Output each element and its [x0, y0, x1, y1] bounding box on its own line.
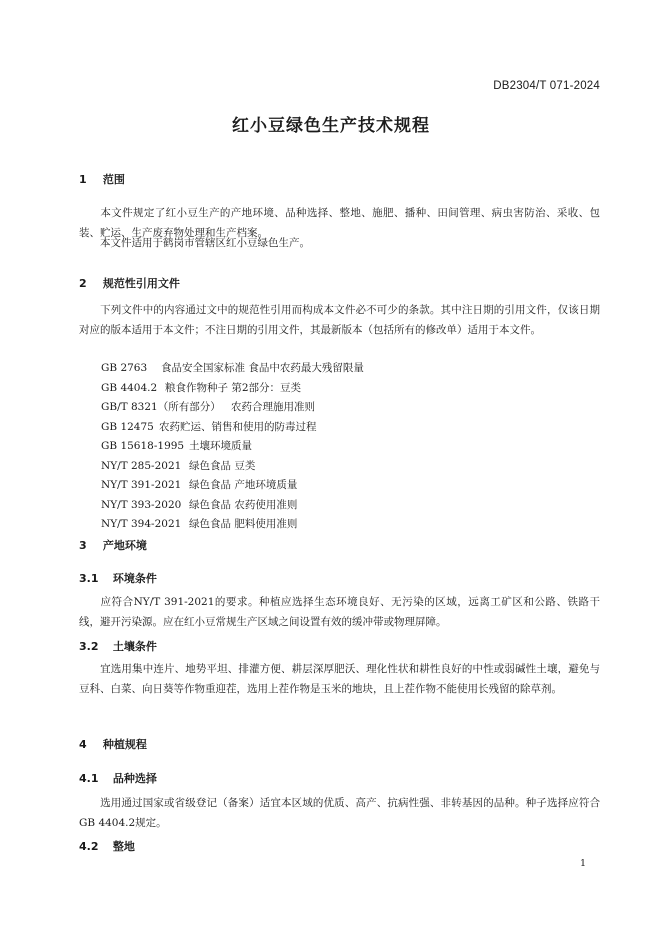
section-4-heading — [79, 736, 147, 752]
reference-name: 农药贮运、销售和使用的防毒过程 — [159, 420, 317, 433]
section-2-heading — [79, 275, 180, 291]
section-number: 1 — [79, 173, 87, 186]
section-title: 种植规程 — [102, 738, 147, 751]
section-title: 规范性引用文件 — [102, 277, 180, 290]
section-3-heading — [79, 537, 147, 553]
section-number: 2 — [79, 277, 87, 290]
section-number: 4.2 — [79, 840, 99, 853]
section-number: 3 — [79, 539, 87, 552]
document-title: 红小豆绿色生产技术规程 — [232, 116, 430, 136]
reference-name: 食品安全国家标准 食品中农药最大残留限量 — [161, 362, 364, 374]
section-4-1-heading — [79, 770, 157, 786]
paragraph-text: 本文件规定了红小豆生产的产地环境、品种选择、整地、施肥、播种、田间管理、病虫害防治、采收、包装、贮运、生产废弃物处理和生产档案。 — [79, 207, 600, 239]
reference-code: GB 12475 — [101, 420, 154, 433]
page-number: 1 — [580, 858, 587, 869]
reference-item — [101, 418, 364, 438]
section-title: 环境条件 — [112, 572, 157, 585]
section-4-1-paragraph — [79, 794, 600, 833]
section-2-paragraph-1 — [79, 301, 600, 340]
section-title: 整地 — [112, 840, 135, 853]
reference-code: GB/T 8321（所有部分） — [101, 401, 221, 413]
paragraph-text: 下列文件中的内容通过文中的规范性引用而构成本文件必不可少的条款。其中注日期的引用文件，仅该日期对应的版本适用于本文件；不注日期的引用文件，其最新版本（包括所有的修改单）适用于本文件。 — [79, 304, 600, 336]
reference-name: 绿色食品 肥料使用准则 — [189, 518, 298, 530]
section-number: 3.1 — [79, 572, 99, 585]
section-title: 土壤条件 — [112, 640, 157, 653]
reference-item — [101, 437, 364, 457]
reference-code: NY/T 393-2020 — [101, 498, 182, 511]
section-3-1-heading — [79, 570, 157, 586]
reference-name: 农药合理施用准则 — [231, 401, 315, 413]
reference-name: 粮食作物种子 第2部分：豆类 — [165, 381, 302, 394]
section-4-2-heading — [79, 838, 135, 854]
reference-code: GB 15618-1995 — [101, 440, 185, 452]
reference-name: 土壤环境质量 — [189, 440, 252, 452]
reference-name: 绿色食品 产地环境质量 — [189, 479, 298, 491]
reference-item — [101, 398, 364, 418]
reference-item — [101, 515, 364, 535]
reference-code: GB 2763 — [101, 362, 148, 374]
section-number: 3.2 — [79, 640, 99, 653]
reference-item — [101, 496, 364, 516]
section-1-paragraph-2 — [79, 234, 600, 254]
section-1-heading — [79, 171, 125, 187]
section-title: 产地环境 — [102, 539, 147, 552]
reference-code: NY/T 285-2021 — [101, 459, 182, 472]
reference-item — [101, 379, 364, 399]
reference-item — [101, 457, 364, 477]
normative-references-list — [101, 359, 364, 535]
reference-name: 绿色食品 农药使用准则 — [189, 498, 298, 511]
section-3-1-paragraph — [79, 593, 600, 632]
section-3-2-heading — [79, 638, 157, 654]
reference-code: NY/T 391-2021 — [101, 479, 182, 491]
paragraph-text: 应符合NY/T 391-2021的要求。种植应选择生态环境良好、无污染的区域，远离工矿区和公路、铁路干线，避开污染源。应在红小豆常规生产区域之间设置有效的缓冲带或物理屏障。 — [79, 596, 600, 628]
reference-name: 绿色食品 豆类 — [189, 459, 256, 472]
section-number: 4.1 — [79, 772, 99, 785]
section-title: 品种选择 — [112, 772, 157, 785]
reference-code: NY/T 394-2021 — [101, 518, 182, 530]
reference-item — [101, 359, 364, 379]
paragraph-text: 宜选用集中连片、地势平坦、排灌方便、耕层深厚肥沃、理化性状和耕性良好的中性或弱碱性土壤，避免与豆科、白菜、向日葵等作物重迎茬，选用上茬作物是玉米的地块，且上茬作物不能使用长残留的除草剂。 — [79, 663, 600, 695]
section-3-2-paragraph — [79, 660, 600, 699]
reference-item — [101, 476, 364, 496]
paragraph-text: 选用通过国家或省级登记（备案）适宜本区域的优质、高产、抗病性强、非转基因的品种。种子选择应符合GB 4404.2规定。 — [79, 797, 600, 829]
paragraph-text: 本文件适用于鹤岗市管辖区红小豆绿色生产。 — [100, 237, 310, 249]
document-number: DB2304/T 071-2024 — [493, 80, 600, 92]
section-title: 范围 — [102, 173, 125, 186]
reference-code: GB 4404.2 — [101, 381, 158, 394]
section-number: 4 — [79, 738, 87, 751]
